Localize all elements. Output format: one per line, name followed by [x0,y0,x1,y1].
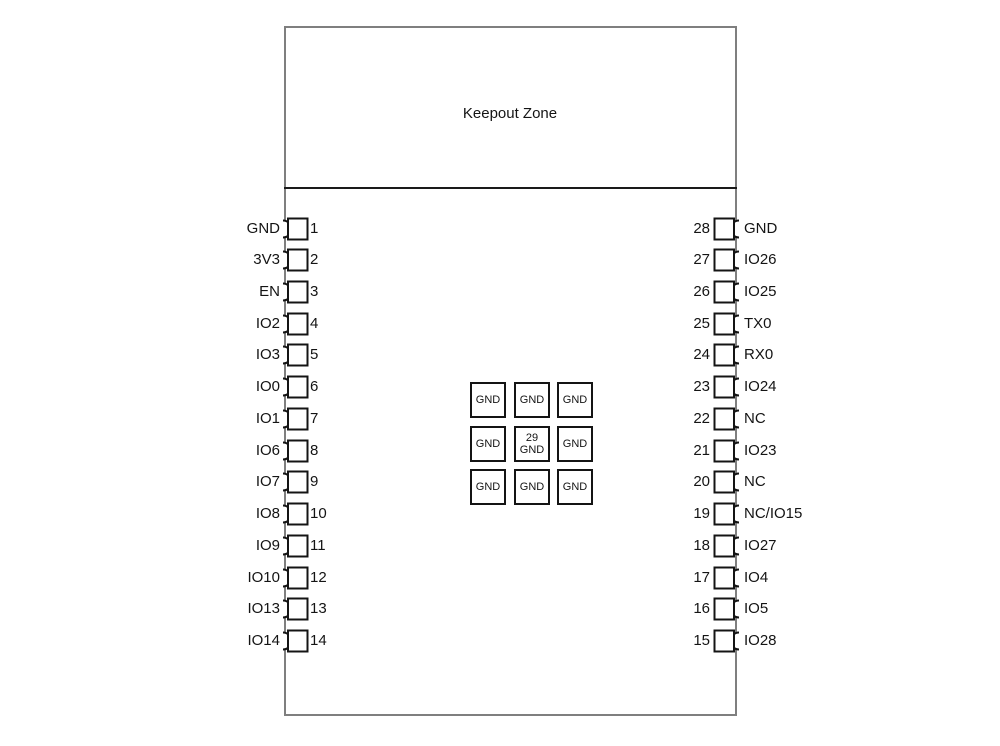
pin-number: 2 [310,251,319,268]
castellated-pad-icon-left [276,278,310,306]
gnd-pad-label: GND [519,393,545,406]
pin-label: NC [744,410,766,427]
pin-number: 23 [693,378,710,395]
pin-number: 6 [310,378,319,395]
castellated-pad-icon-right [710,468,744,496]
gnd-pad [557,469,593,505]
pin-number: 10 [310,505,327,522]
gnd-pad [470,469,506,505]
castellated-pad-icon-left [276,246,310,274]
pin-label: IO25 [744,283,777,300]
pin-number: 16 [693,600,710,617]
pin-label: RX0 [744,346,774,363]
pin-label: 3V3 [253,251,280,268]
pad-rect [715,599,735,620]
pin-number: 7 [310,410,319,427]
pad-rect [288,314,308,335]
pin-label: IO9 [255,537,280,554]
castellated-pad-icon-right [710,278,744,306]
castellated-pad-icon-right [710,246,744,274]
pin-label: IO7 [255,473,280,490]
gnd-pad-number: 29 [525,431,539,444]
castellated-pad-icon-left [276,373,310,401]
pad-rect [288,409,308,430]
gnd-pad-label: GND [475,437,501,450]
pin-number: 24 [693,346,710,363]
castellated-pad-icon-right [710,532,744,560]
castellated-pad-icon-left [276,595,310,623]
pad-rect [715,441,735,462]
gnd-pad [557,426,593,462]
pin-number: 9 [310,473,319,490]
pin-label: IO28 [744,632,777,649]
pad-rect [715,314,735,335]
pin-label: IO23 [744,442,777,459]
pin-label: IO2 [255,315,280,332]
gnd-pad [557,382,593,418]
pin-label: IO5 [744,600,769,617]
pad-rect [715,377,735,398]
pad-rect [288,377,308,398]
castellated-pad-icon-left [276,405,310,433]
gnd-pad-label: GND [562,480,588,493]
pad-rect [715,250,735,271]
pad-rect [715,219,735,240]
pad-rect [288,441,308,462]
pad-rect [715,282,735,303]
pad-rect [715,472,735,493]
pin-number: 20 [693,473,710,490]
gnd-pad-label: GND [562,393,588,406]
pad-rect [288,282,308,303]
pad-rect [288,219,308,240]
pad-rect [288,345,308,366]
pin-number: 12 [310,569,327,586]
pin-number: 14 [310,632,327,649]
pad-rect [288,472,308,493]
gnd-pad [470,426,506,462]
gnd-pad [514,426,550,462]
pin-number: 15 [693,632,710,649]
pin-label: NC/IO15 [744,505,803,522]
castellated-pad-icon-right [710,341,744,369]
pin-label: IO10 [247,569,280,586]
castellated-pad-icon-right [710,437,744,465]
pin-number: 22 [693,410,710,427]
pin-label: GND [744,220,778,237]
pad-rect [715,536,735,557]
castellated-pad-icon-left [276,468,310,496]
pin-number: 28 [693,220,710,237]
pin-number: 26 [693,283,710,300]
castellated-pad-icon-left [276,341,310,369]
pin-label: IO6 [255,442,280,459]
pin-number: 21 [693,442,710,459]
gnd-pad-label: GND [519,443,545,456]
pin-label: IO26 [744,251,777,268]
pad-rect [288,504,308,525]
pin-number: 4 [310,315,319,332]
gnd-pad-label: GND [475,393,501,406]
pad-rect [288,250,308,271]
pad-rect [715,504,735,525]
pin-label: IO4 [744,569,769,586]
gnd-pad-label: GND [562,437,588,450]
keepout-divider-line [284,187,737,189]
pin-number: 1 [310,220,319,237]
gnd-pad [514,382,550,418]
castellated-pad-icon-right [710,215,744,243]
keepout-zone-label: Keepout Zone [462,105,558,122]
pin-label: IO14 [247,632,280,649]
castellated-pad-icon-left [276,215,310,243]
castellated-pad-icon-left [276,500,310,528]
pad-rect [288,631,308,652]
pin-label: IO24 [744,378,777,395]
pin-label: TX0 [744,315,772,332]
castellated-pad-icon-left [276,564,310,592]
castellated-pad-icon-right [710,627,744,655]
pad-rect [288,536,308,557]
pin-label: IO3 [255,346,280,363]
castellated-pad-icon-right [710,405,744,433]
pad-rect [288,568,308,589]
pad-rect [288,599,308,620]
pad-rect [715,409,735,430]
gnd-pad-label: GND [475,480,501,493]
pad-rect [715,631,735,652]
pin-number: 11 [310,537,326,554]
pin-label: GND [246,220,280,237]
pin-label: IO1 [255,410,280,427]
castellated-pad-icon-left [276,310,310,338]
castellated-pad-icon-left [276,437,310,465]
castellated-pad-icon-right [710,595,744,623]
pin-number: 17 [693,569,710,586]
pin-number: 19 [693,505,710,522]
castellated-pad-icon-right [710,500,744,528]
pin-number: 18 [693,537,710,554]
castellated-pad-icon-right [710,310,744,338]
castellated-pad-icon-right [710,373,744,401]
pin-number: 5 [310,346,319,363]
pad-rect [715,568,735,589]
castellated-pad-icon-left [276,627,310,655]
pin-number: 27 [693,251,710,268]
gnd-pad [470,382,506,418]
pin-number: 3 [310,283,319,300]
gnd-pad [514,469,550,505]
pin-label: NC [744,473,766,490]
castellated-pad-icon-right [710,564,744,592]
gnd-pad-label: GND [519,480,545,493]
pin-number: 25 [693,315,710,332]
castellated-pad-icon-left [276,532,310,560]
pin-label: IO27 [744,537,777,554]
pad-rect [715,345,735,366]
pin-label: EN [259,283,280,300]
pin-label: IO8 [255,505,280,522]
pin-number: 13 [310,600,327,617]
pin-label: IO13 [247,600,280,617]
pin-label: IO0 [255,378,280,395]
pin-number: 8 [310,442,319,459]
